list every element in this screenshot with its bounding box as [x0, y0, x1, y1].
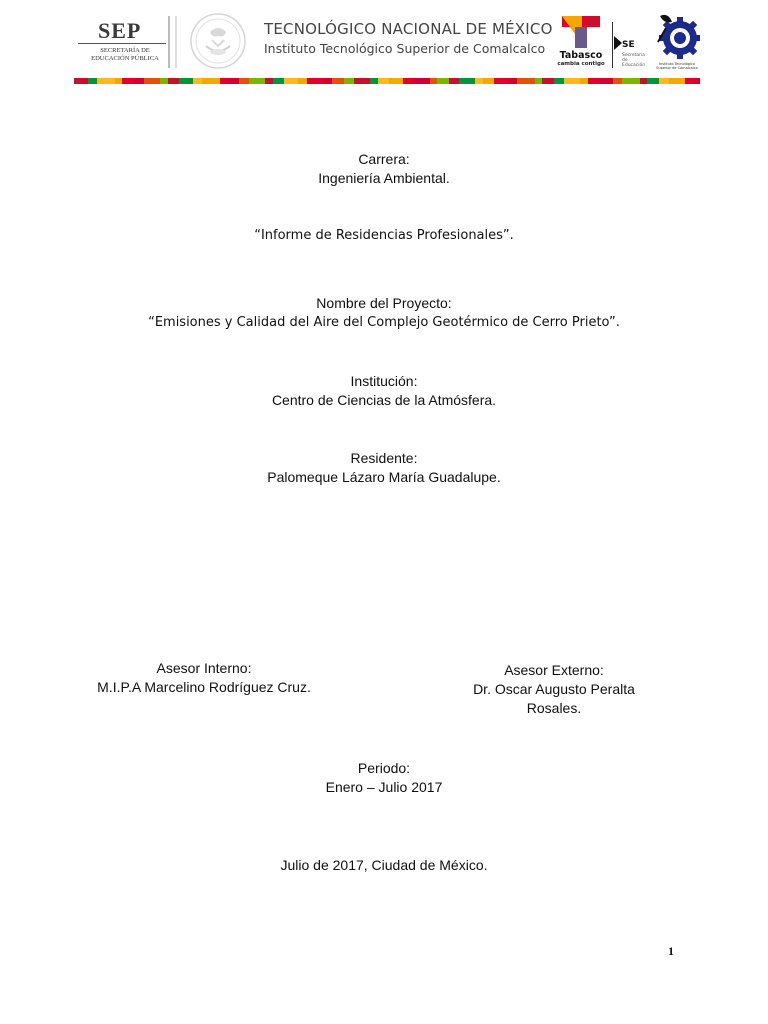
asesor-interno-value: M.I.P.A Marcelino Rodríguez Cruz. — [97, 679, 311, 695]
se-arrow-icon — [614, 36, 622, 50]
stripe-segment — [647, 78, 659, 84]
stripe-segment — [613, 78, 622, 84]
stripe-segment — [193, 78, 202, 84]
stripe-segment — [640, 78, 647, 84]
stripe-segment — [265, 78, 273, 84]
stripe-segment — [115, 78, 122, 84]
carrera-value: Ingeniería Ambiental. — [318, 170, 450, 186]
residente-label: Residente: — [350, 450, 418, 466]
stripe-segment — [508, 78, 517, 84]
fecha-lugar-block — [0, 856, 768, 875]
stripe-segment — [412, 78, 430, 84]
stripe-segment — [437, 78, 449, 84]
stripe-segment — [239, 78, 249, 84]
header-divider — [175, 16, 177, 68]
stripe-segment — [403, 78, 412, 84]
se-name: SE — [622, 40, 635, 50]
carrera-label: Carrera: — [358, 151, 410, 167]
stripe-segment — [298, 78, 307, 84]
asesor-interno-label: Asesor Interno: — [156, 660, 252, 676]
stripe-segment — [122, 78, 134, 84]
residente-value: Palomeque Lázaro María Guadalupe. — [267, 469, 501, 485]
se-subtitle: Secretaría de Educación — [622, 53, 646, 68]
stripe-segment — [542, 78, 554, 84]
stripe-segment — [144, 78, 160, 84]
stripe-segment — [179, 78, 193, 84]
stripe-segment — [97, 78, 115, 84]
stripe-segment — [307, 78, 325, 84]
stripe-segment — [284, 78, 298, 84]
stripe-segment — [580, 78, 588, 84]
asesor-externo-value-line1: Dr. Oscar Augusto Peralta — [473, 681, 635, 697]
stripe-segment — [685, 78, 693, 84]
stripe-segment — [370, 78, 378, 84]
mexican-coat-of-arms-icon — [188, 12, 248, 70]
informe-text: “Informe de Residencias Profesionales”. — [254, 228, 514, 243]
se-divider — [612, 22, 613, 68]
document-header — [74, 12, 700, 74]
header-divider — [168, 16, 170, 68]
stripe-segment — [588, 78, 599, 84]
stripe-segment — [220, 78, 227, 84]
institution-title: TECNOLÓGICO NACIONAL DE MÉXICO — [264, 20, 553, 38]
tabasco-tagline: cambia contigo — [557, 61, 605, 67]
itsc-caption: Instituto Tecnológico Superior de Comalcalco — [656, 62, 698, 70]
proyecto-value: “Emisiones y Calidad del Aire del Complejo Geotérmico de Cerro Prieto”. — [148, 315, 620, 330]
carrera-block — [0, 150, 768, 188]
stripe-segment — [659, 78, 669, 84]
periodo-block — [0, 759, 768, 797]
stripe-segment — [517, 78, 535, 84]
institucion-label: Institución: — [350, 373, 418, 389]
stripe-segment — [669, 78, 685, 84]
stripe-segment — [622, 78, 640, 84]
stripe-segment — [430, 78, 437, 84]
stripe-segment — [160, 78, 168, 84]
stripe-segment — [389, 78, 403, 84]
stripe-segment — [449, 78, 459, 84]
asesor-interno-block — [64, 659, 344, 697]
stripe-segment — [459, 78, 475, 84]
asesor-externo-label: Asesor Externo: — [504, 662, 604, 678]
stripe-segment — [74, 78, 88, 84]
stripe-segment — [88, 78, 97, 84]
stripe-segment — [535, 78, 542, 84]
periodo-value: Enero – Julio 2017 — [325, 779, 443, 795]
stripe-segment — [693, 78, 700, 84]
tabasco-logo — [556, 14, 606, 72]
stripe-segment — [227, 78, 239, 84]
stripe-segment — [202, 78, 220, 84]
stripe-segment — [564, 78, 580, 84]
institucion-block — [0, 372, 768, 410]
institution-subtitle: Instituto Tecnológico Superior de Comalcalco — [264, 41, 546, 56]
proyecto-block — [0, 294, 768, 332]
stripe-segment — [354, 78, 370, 84]
stripe-segment — [599, 78, 613, 84]
stripe-segment — [249, 78, 265, 84]
sep-subtitle: SECRETARÍA DE EDUCACIÓN PÚBLICA — [91, 47, 159, 62]
proyecto-label: Nombre del Proyecto: — [316, 295, 452, 311]
institution-name-block — [264, 20, 554, 56]
stripe-segment — [134, 78, 144, 84]
asesor-externo-block — [434, 661, 674, 718]
fecha-lugar: Julio de 2017, Ciudad de México. — [280, 857, 488, 873]
stripe-segment — [494, 78, 508, 84]
stripe-segment — [378, 78, 389, 84]
residente-block — [0, 449, 768, 487]
sep-logo — [74, 12, 166, 74]
stripe-segment — [332, 78, 344, 84]
stripe-segment — [483, 78, 494, 84]
se-logo — [614, 22, 654, 70]
sep-name: SEP — [98, 18, 142, 43]
stripe-segment — [344, 78, 354, 84]
tabasco-t-icon — [556, 14, 606, 50]
periodo-label: Periodo: — [357, 760, 411, 776]
stripe-segment — [273, 78, 284, 84]
stripe-segment — [325, 78, 332, 84]
stripe-segment — [554, 78, 564, 84]
decorative-color-stripe — [74, 78, 700, 84]
sep-rule — [78, 43, 166, 44]
informe-title — [0, 226, 768, 245]
page-number: 1 — [668, 944, 674, 958]
institucion-value: Centro de Ciencias de la Atmósfera. — [271, 392, 497, 408]
tabasco-name: Tabasco — [559, 50, 603, 61]
stripe-segment — [168, 78, 179, 84]
stripe-segment — [475, 78, 483, 84]
asesor-externo-value-line2: Rosales. — [526, 700, 582, 716]
